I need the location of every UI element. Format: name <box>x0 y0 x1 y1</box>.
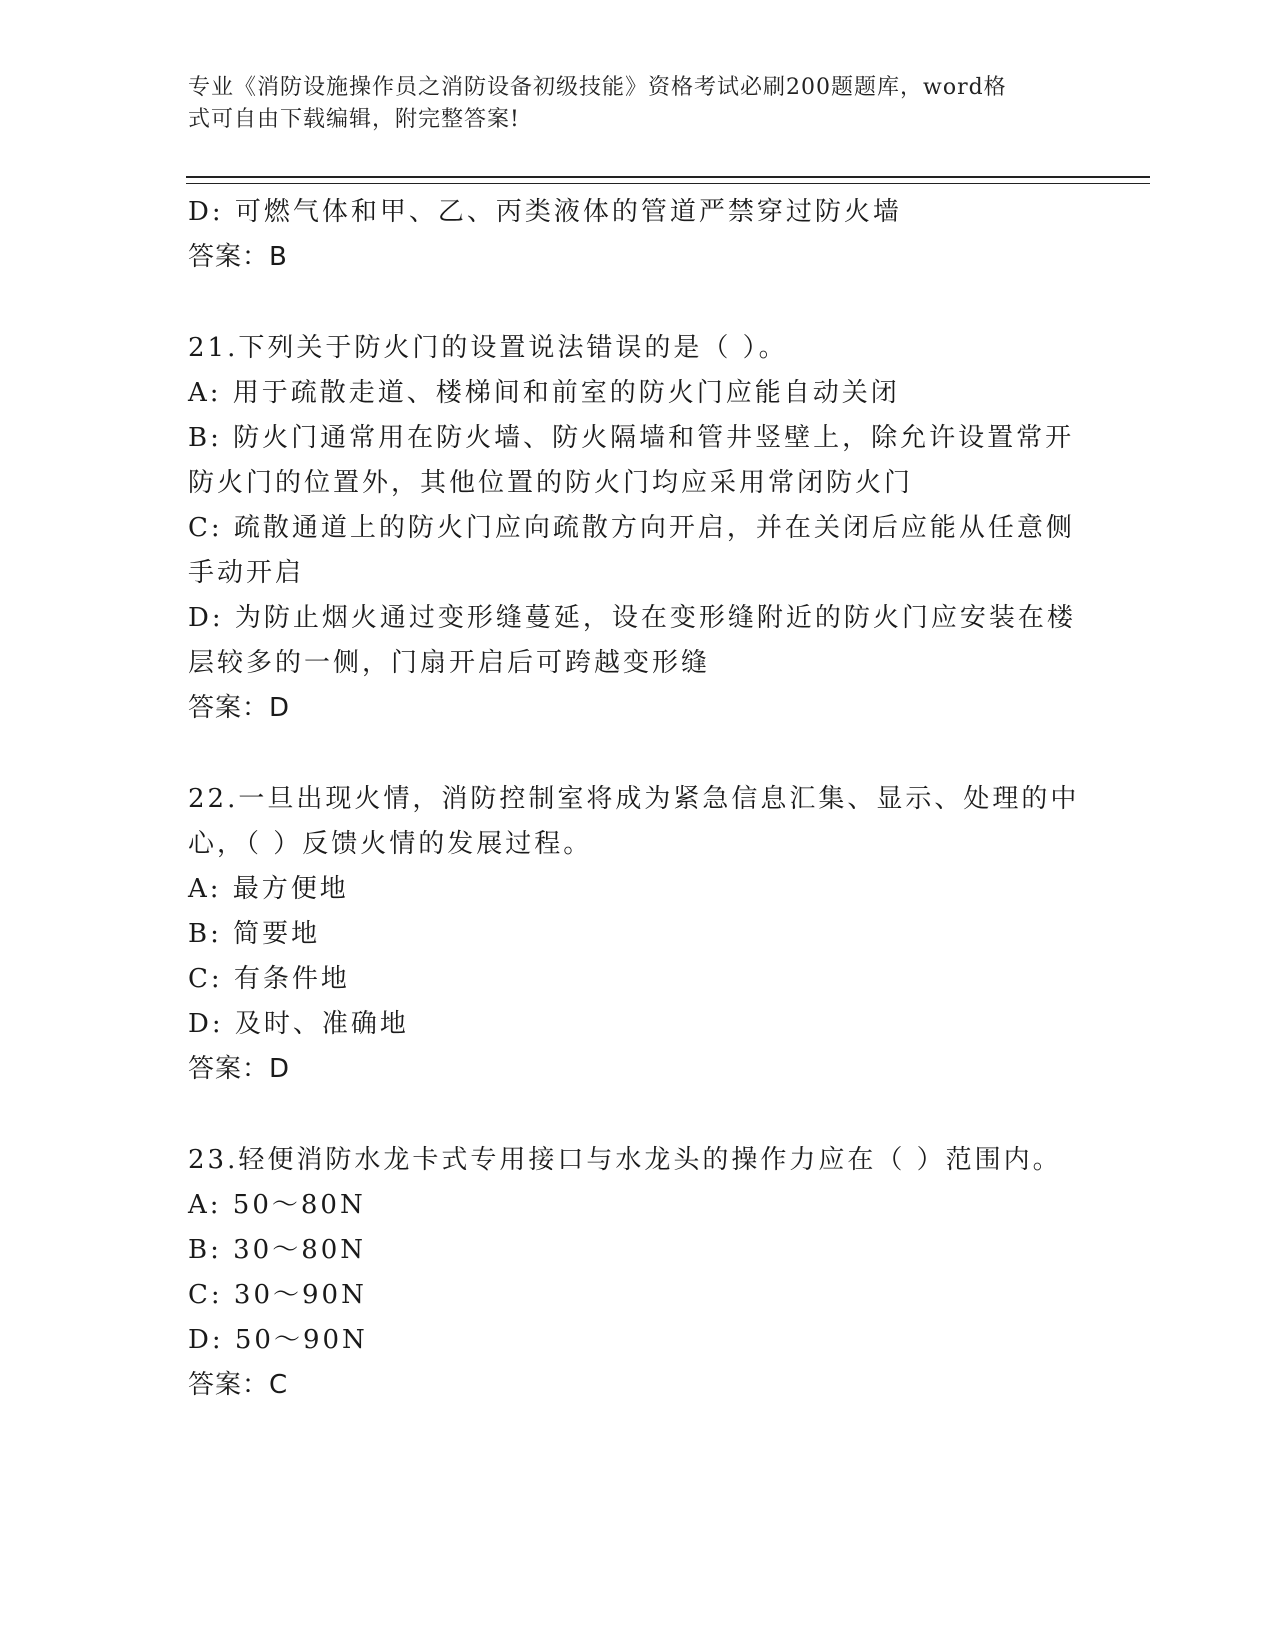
option-b: B: 30～80N <box>188 1235 367 1265</box>
question-stem: 23.轻便消防水龙卡式专用接口与水龙头的操作力应在（ ）范围内。 <box>188 1145 1062 1175</box>
option-a: A: 50～80N <box>188 1190 366 1220</box>
option-c-cont: 手动开启 <box>188 558 305 588</box>
question-stem: 22.一旦出现火情，消防控制室将成为紧急信息汇集、显示、处理的中 <box>188 784 1080 814</box>
question-20-tail <box>188 190 1078 280</box>
spacer <box>188 1092 1078 1138</box>
option-b: B: 防火门通常用在防火墙、防火隔墙和管井竖壁上，除允许设置常开 <box>188 423 1075 453</box>
document-body <box>188 190 1078 1408</box>
question-22 <box>188 777 1078 1092</box>
option-c: C: 30～90N <box>188 1280 367 1310</box>
header-line-2: 式可自由下载编辑，附完整答案! <box>188 107 520 132</box>
option-d: D: 及时、准确地 <box>188 1009 409 1039</box>
answer: 答案：C <box>188 1370 289 1400</box>
option-d: D: 50～90N <box>188 1325 368 1355</box>
answer: 答案：D <box>188 1054 291 1084</box>
answer: 答案：B <box>188 242 288 272</box>
option-c: C: 有条件地 <box>188 964 350 994</box>
question-23 <box>188 1138 1078 1408</box>
answer: 答案：D <box>188 693 291 723</box>
spacer <box>188 731 1078 777</box>
header-divider <box>186 176 1150 184</box>
option-a: A: 用于疏散走道、楼梯间和前室的防火门应能自动关闭 <box>188 378 900 408</box>
question-21 <box>188 326 1078 731</box>
option-c: C: 疏散通道上的防火门应向疏散方向开启，并在关闭后应能从任意侧 <box>188 513 1075 543</box>
page-header <box>188 72 1068 136</box>
option-d-cont: 层较多的一侧，门扇开启后可跨越变形缝 <box>188 648 711 678</box>
question-stem-cont: 心，（ ）反馈火情的发展过程。 <box>188 829 593 859</box>
option-d: D: 可燃气体和甲、乙、丙类液体的管道严禁穿过防火墙 <box>188 197 902 227</box>
spacer <box>188 280 1078 326</box>
header-line-1: 专业《消防设施操作员之消防设备初级技能》资格考试必刷200题题库，word格 <box>188 75 1007 100</box>
option-b: B: 简要地 <box>188 919 321 949</box>
option-b-cont: 防火门的位置外，其他位置的防火门均应采用常闭防火门 <box>188 468 914 498</box>
option-a: A: 最方便地 <box>188 874 349 904</box>
question-stem: 21.下列关于防火门的设置说法错误的是（ ）。 <box>188 333 788 363</box>
option-d: D: 为防止烟火通过变形缝蔓延，设在变形缝附近的防火门应安装在楼 <box>188 603 1076 633</box>
